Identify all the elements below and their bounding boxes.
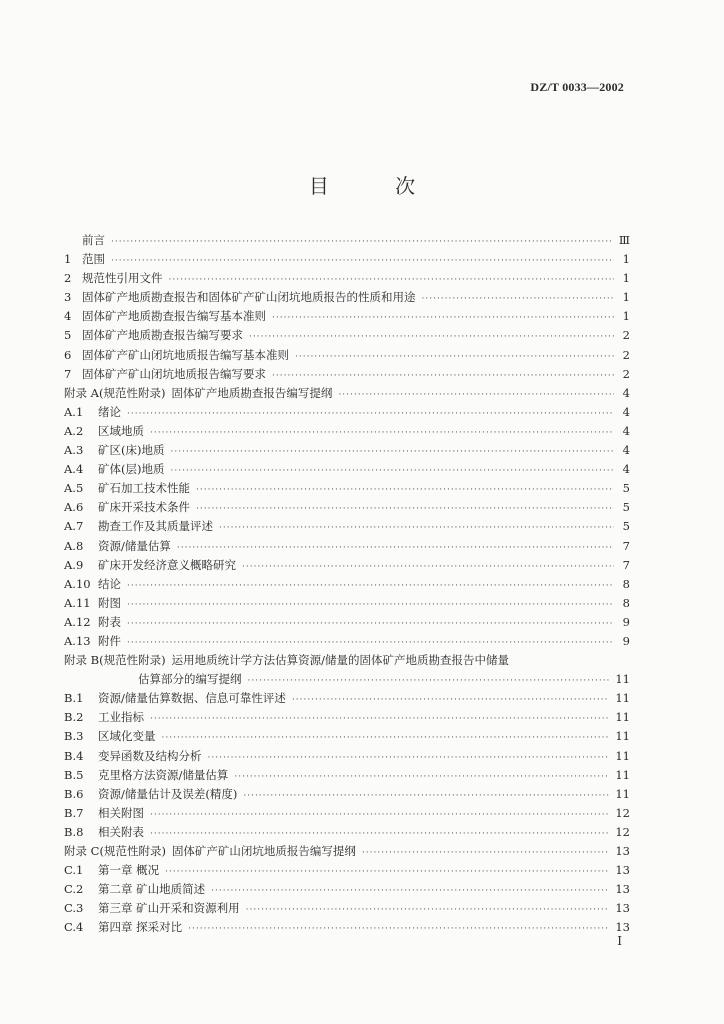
- dot-leader: [127, 596, 614, 615]
- toc-entry-number: A.1: [64, 404, 84, 419]
- toc-entry-number: 7: [64, 366, 72, 381]
- toc-entry-page: 13: [615, 844, 630, 858]
- toc-entry-page: 2: [622, 328, 630, 343]
- toc-entry-number: B.1: [64, 691, 84, 706]
- toc-entry-page: 4: [622, 423, 630, 438]
- toc-entry-number: A.2: [64, 423, 84, 438]
- toc-entry-number: A.10: [64, 576, 91, 591]
- toc-entry-page: 12: [615, 824, 630, 839]
- toc-entry-label: 结论: [98, 576, 121, 591]
- toc-entry: [64, 537, 630, 556]
- toc-entry-label: 变异函数及结构分析: [98, 748, 202, 763]
- toc-entry: [64, 269, 630, 288]
- toc-entry-label: 固体矿产矿山闭坑地质报告编写要求: [82, 366, 266, 381]
- toc-entry-number: B.4: [64, 748, 84, 763]
- toc-entry-label: 工业指标: [98, 710, 144, 725]
- toc-entry-page: 7: [622, 538, 630, 553]
- toc-entry-number: B.3: [64, 729, 84, 744]
- toc-entry-number: 6: [64, 347, 72, 362]
- toc-entry: [64, 422, 630, 441]
- toc-entry-page: 5: [622, 481, 630, 496]
- dot-leader: [150, 806, 609, 825]
- toc-entry-number: B.8: [64, 824, 84, 839]
- dot-leader: [211, 882, 609, 901]
- standard-code: DZ/T 0033—2002: [530, 80, 624, 94]
- dot-leader: [177, 539, 614, 558]
- toc-entry-number: B.7: [64, 805, 84, 820]
- toc-entry: [64, 479, 630, 498]
- dot-leader: [208, 749, 610, 768]
- toc-entry-page: 7: [622, 557, 630, 572]
- toc-entry: [64, 498, 630, 517]
- toc-entry: [64, 575, 630, 594]
- toc-entry: [64, 918, 630, 937]
- toc-entry: [64, 861, 630, 880]
- toc-entry: [64, 823, 630, 842]
- toc-entry-page: 11: [615, 710, 630, 725]
- dot-leader: [188, 920, 609, 939]
- toc-entry-page: 9: [622, 614, 630, 629]
- dot-leader: [292, 691, 609, 710]
- toc-entry: [64, 670, 630, 689]
- toc-entry: [64, 689, 630, 708]
- toc-entry-label: 第四章 探采对比: [98, 920, 183, 935]
- dot-leader: [234, 768, 609, 787]
- toc-entry-page: 8: [622, 576, 630, 591]
- toc-entry-label: 相关附图: [98, 805, 144, 820]
- toc-entry-page: 11: [615, 748, 630, 763]
- toc-entry: [64, 632, 630, 651]
- toc-entry-number: 2: [64, 271, 72, 286]
- toc-entry-page: 11: [615, 691, 630, 706]
- toc-entry-page: 1: [622, 309, 630, 324]
- toc-entry-label: 矿床开采技术条件: [98, 500, 190, 515]
- toc-entry-number: C.4: [64, 920, 84, 935]
- toc-entry: [64, 288, 630, 307]
- toc-entry-page: 4: [622, 404, 630, 419]
- toc-entry: [64, 307, 630, 326]
- toc-entry: [64, 403, 630, 422]
- toc-entry-label: 附件: [98, 633, 121, 648]
- toc-entry-page: 2: [622, 347, 630, 362]
- toc-entry-label: 规范性引用文件: [82, 271, 163, 286]
- toc-entry: [64, 517, 630, 536]
- toc-entry-number: A.5: [64, 481, 84, 496]
- toc-entry-page: 13: [615, 901, 630, 916]
- toc-entry-page: 8: [622, 595, 630, 610]
- toc-entry-page: Ⅲ: [618, 233, 630, 247]
- dot-leader: [196, 481, 614, 500]
- toc-entry: [64, 880, 630, 899]
- toc-entry-number: B.6: [64, 786, 84, 801]
- dot-leader: [243, 787, 609, 806]
- dot-leader: [165, 863, 609, 882]
- toc-entry-page: 12: [615, 805, 630, 820]
- toc-entry-number: C.1: [64, 863, 84, 878]
- toc-entry-number: 3: [64, 290, 72, 305]
- toc-entry-label: 固体矿产矿山闭坑地质报告编写基本准则: [82, 347, 289, 362]
- toc-entry-label: 范围: [82, 252, 105, 267]
- toc-entry: [64, 594, 630, 613]
- toc-entry-label: 附图: [98, 595, 121, 610]
- toc-entry: [64, 613, 630, 632]
- dot-leader: [111, 233, 613, 252]
- toc-entry-page: 13: [615, 882, 630, 897]
- toc-entry-page: 1: [622, 252, 630, 267]
- toc-entry: [64, 556, 630, 575]
- toc-entry-number: 4: [64, 309, 72, 324]
- toc-entry-label: 资源/储量估算数据、信息可靠性评述: [98, 691, 286, 706]
- dot-leader: [248, 672, 610, 691]
- toc-entry-label: 第二章 矿山地质简述: [98, 882, 206, 897]
- dot-leader: [150, 424, 614, 443]
- toc-entry-page: 11: [615, 767, 630, 782]
- toc-entry-label: 勘查工作及其质量评述: [98, 519, 213, 534]
- dot-leader: [338, 386, 614, 405]
- toc-entry-page: 4: [622, 443, 630, 458]
- table-of-contents: [64, 231, 630, 937]
- toc-entry: [64, 365, 630, 384]
- toc-entry-number: A.11: [64, 595, 91, 610]
- toc-entry-number: 1: [64, 252, 72, 267]
- toc-entry: [64, 441, 630, 460]
- toc-entry-label: 固体矿产地质勘查报告和固体矿产矿山闭坑地质报告的性质和用途: [82, 290, 416, 305]
- toc-entry-label: 固体矿产矿山闭坑地质报告编写提纲: [171, 844, 356, 858]
- dot-leader: [272, 309, 614, 328]
- toc-entry-page: 11: [615, 672, 630, 687]
- toc-entry: [64, 651, 630, 670]
- toc-entry-label: 绪论: [98, 404, 121, 419]
- toc-entry-number: B.5: [64, 767, 84, 782]
- dot-leader: [150, 710, 609, 729]
- toc-entry-label: 区域化变量: [98, 729, 156, 744]
- toc-entry-page: 5: [622, 519, 630, 534]
- toc-entry-number: 附录 A(规范性附录): [64, 385, 166, 400]
- toc-entry-label: 矿石加工技术性能: [98, 481, 190, 496]
- dot-leader: [170, 443, 614, 462]
- dot-leader: [295, 348, 614, 367]
- dot-leader: [246, 901, 610, 920]
- toc-entry-number: A.3: [64, 443, 84, 458]
- toc-entry: [64, 899, 630, 918]
- dot-leader: [249, 328, 614, 347]
- toc-entry-page: 9: [622, 633, 630, 648]
- toc-entry-label: 第一章 概况: [98, 863, 160, 878]
- toc-entry-number: A.9: [64, 557, 84, 572]
- dot-leader: [219, 519, 614, 538]
- toc-entry-number: A.4: [64, 462, 84, 477]
- dot-leader: [127, 577, 614, 596]
- toc-entry-page: 1: [622, 290, 630, 305]
- page-title: 目 次: [308, 174, 446, 198]
- toc-entry: [64, 346, 630, 365]
- toc-entry-page: 4: [622, 385, 630, 400]
- toc-entry: [64, 384, 630, 403]
- toc-entry-number: C.2: [64, 882, 84, 897]
- toc-entry-label: 运用地质统计学方法估算资源/储量的固体矿产地质勘查报告中储量: [171, 653, 509, 668]
- toc-entry-page: 4: [622, 462, 630, 477]
- toc-entry: [64, 785, 630, 804]
- toc-entry-label: 固体矿产地质勘查报告编写基本准则: [82, 309, 266, 324]
- toc-entry-label: 附表: [98, 614, 121, 629]
- toc-entry-page: 11: [615, 729, 630, 744]
- toc-entry: [64, 250, 630, 269]
- toc-entry: [64, 460, 630, 479]
- dot-leader: [127, 405, 614, 424]
- toc-entry-label: 矿体(层)地质: [98, 462, 165, 477]
- toc-entry: [64, 326, 630, 345]
- toc-entry-number: 附录 B(规范性附录): [64, 653, 166, 668]
- toc-entry-label: 资源/储量估计及误差(精度): [98, 786, 238, 801]
- toc-entry-label: 资源/储量估算: [98, 538, 171, 553]
- toc-entry-label: 相关附表: [98, 824, 144, 839]
- dot-leader: [196, 500, 614, 519]
- toc-entry-number: A.7: [64, 519, 84, 534]
- toc-entry: [64, 231, 630, 250]
- toc-entry-number: B.2: [64, 710, 84, 725]
- toc-entry-number: A.8: [64, 538, 84, 553]
- toc-entry-label: 矿区(床)地质: [98, 443, 165, 458]
- toc-entry-number: 附录 C(规范性附录): [64, 844, 166, 858]
- toc-entry-page: 13: [615, 863, 630, 878]
- toc-entry-label: 矿床开发经济意义概略研究: [98, 557, 236, 572]
- toc-entry-number: A.12: [64, 614, 91, 629]
- toc-entry: [64, 747, 630, 766]
- toc-entry-label: 前言: [82, 233, 105, 247]
- toc-entry: [64, 727, 630, 746]
- toc-entry-page: 13: [615, 920, 630, 935]
- dot-leader: [170, 462, 614, 481]
- toc-entry-page: 11: [615, 786, 630, 801]
- dot-leader: [111, 252, 614, 271]
- toc-entry-label: 第三章 矿山开采和资源利用: [98, 901, 240, 916]
- dot-leader: [362, 844, 609, 863]
- toc-entry-label: 固体矿产地质勘查报告编写要求: [82, 328, 243, 343]
- toc-entry-page: 2: [622, 366, 630, 381]
- dot-leader: [242, 558, 614, 577]
- toc-entry-page: 5: [622, 500, 630, 515]
- toc-entry-number: C.3: [64, 901, 84, 916]
- page-number: I: [617, 934, 622, 948]
- toc-entry: [64, 766, 630, 785]
- toc-entry-page: 1: [622, 271, 630, 286]
- toc-entry-label: 区域地质: [98, 423, 144, 438]
- toc-entry: [64, 804, 630, 823]
- toc-entry-label: 克里格方法资源/储量估算: [98, 767, 229, 782]
- toc-entry-label: 固体矿产地质勘查报告编写提纲: [171, 385, 333, 400]
- dot-leader: [127, 615, 614, 634]
- toc-entry-number: A.6: [64, 500, 84, 515]
- toc-entry-number: A.13: [64, 633, 91, 648]
- toc-entry: [64, 708, 630, 727]
- toc-entry-number: 5: [64, 328, 72, 343]
- toc-entry-label: 估算部分的编写提纲: [138, 672, 242, 687]
- dot-leader: [422, 290, 615, 309]
- toc-entry: [64, 842, 630, 861]
- dot-leader: [162, 729, 610, 748]
